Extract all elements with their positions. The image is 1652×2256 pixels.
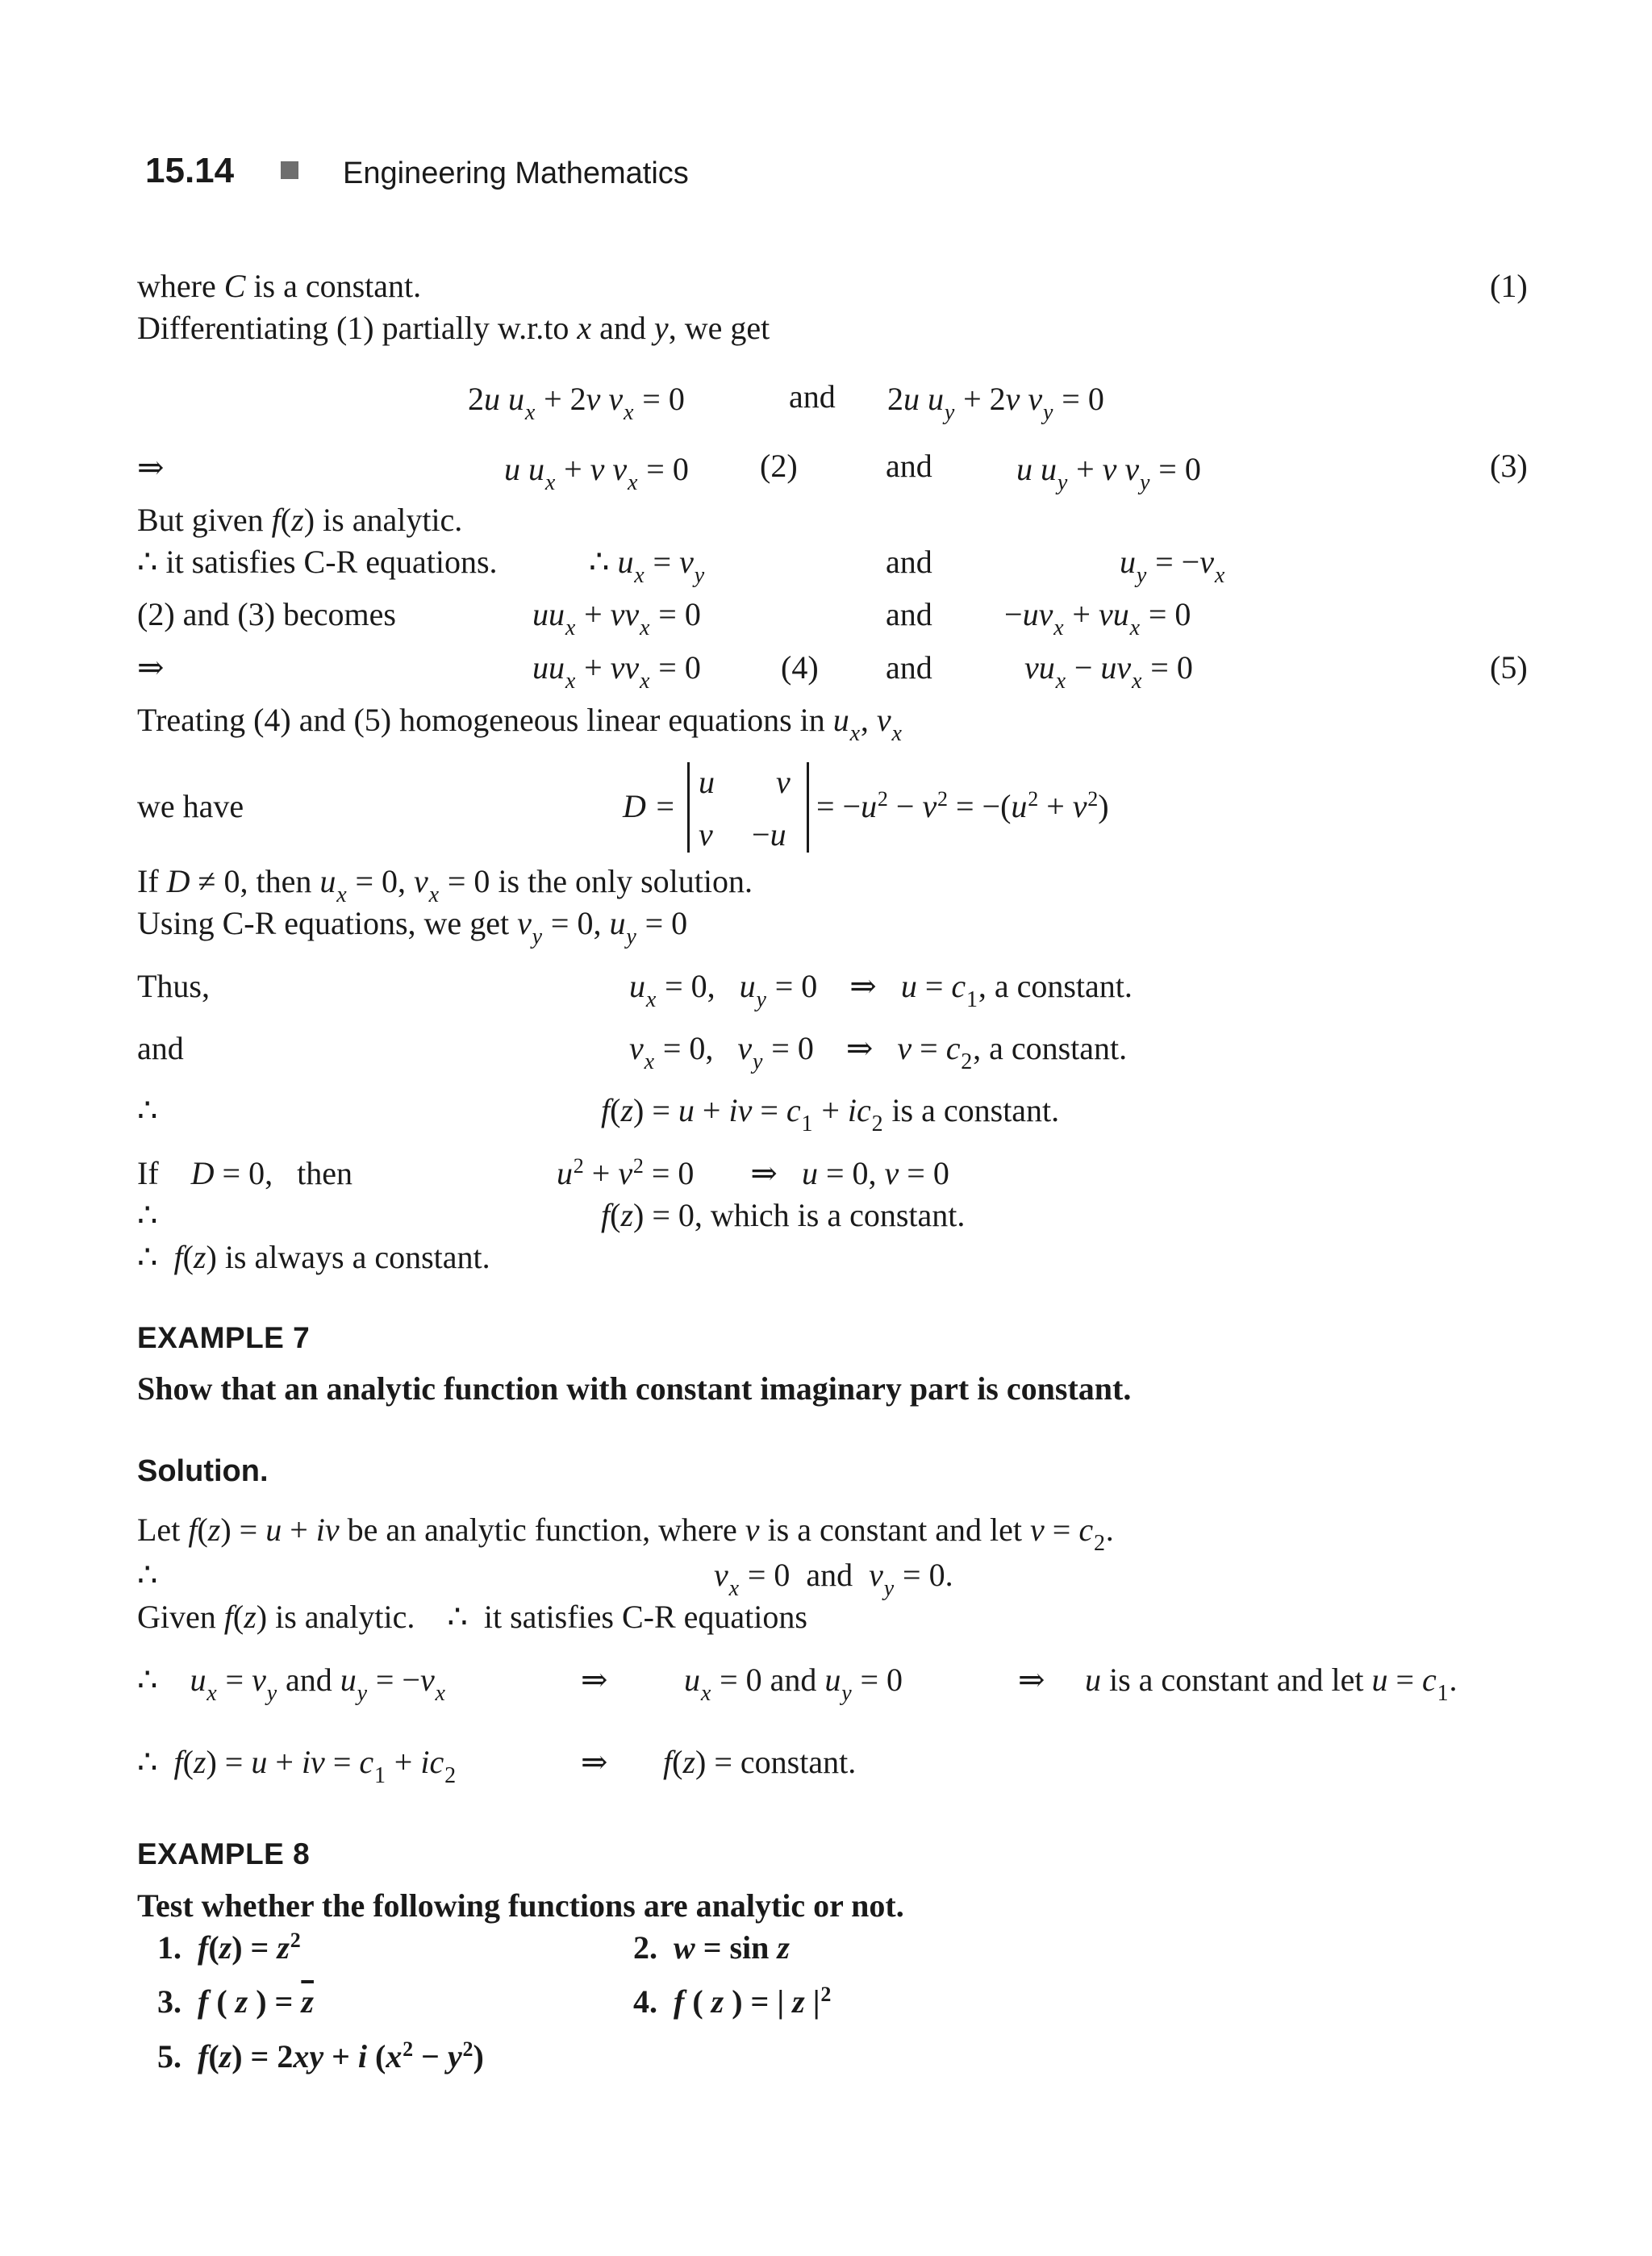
and-word: and bbox=[886, 649, 932, 686]
ex7-final-fz: ∴ f(z) = u + iv = $c_1 + ic_2$ bbox=[137, 1744, 457, 1788]
eq-4: $uu_x + vv_x = 0$ bbox=[532, 649, 701, 694]
det-a12: v bbox=[776, 764, 791, 800]
ex7-cr-row: ∴ $u_x = v_y$ and $u_y = -v_x$ bbox=[137, 1662, 445, 1706]
eq-2: u $u_x + v$ $v_x = 0$ bbox=[504, 451, 689, 495]
intro-line-2: Differentiating (1) partially w.r.to x and y, we get bbox=[137, 310, 770, 346]
thus-eq: $u_x = 0$, $u_y = 0$ ⇒ $u = c_1$, a constant. bbox=[629, 968, 1133, 1012]
intro-line-1: where C is a constant. bbox=[137, 268, 422, 304]
ex7-fz-constant: f(z) = constant. bbox=[663, 1744, 857, 1780]
implies-symbol: ⇒ bbox=[137, 449, 165, 486]
if-d-zero: If D = 0, then bbox=[137, 1155, 353, 1191]
using-cr: Using C-R equations, we get $v_y = 0$, $u_y = 0$ bbox=[137, 905, 688, 949]
we-have: we have bbox=[137, 788, 244, 824]
det-result: = $-u^2 - v^2 = -(u^2 + v^2)$ bbox=[816, 786, 1109, 824]
det-a21: v bbox=[699, 816, 713, 853]
d-zero-eq: $u^2 + v^2 = 0$ ⇒ u = 0, v = 0 bbox=[557, 1153, 949, 1191]
det-a11: u bbox=[699, 764, 715, 800]
and-word: and bbox=[886, 448, 932, 484]
example-7-statement: Show that an analytic function with constant imaginary part is constant. bbox=[137, 1370, 1132, 1407]
example-8-statement: Test whether the following functions are analytic or not. bbox=[137, 1887, 904, 1924]
eq-becomes-2: $-uv_x + vu_x = 0$ bbox=[1004, 596, 1191, 640]
and-text: and bbox=[137, 1030, 184, 1066]
page-number: 15.14 bbox=[145, 151, 235, 190]
therefore-symbol: ∴ bbox=[137, 1092, 158, 1128]
eq-label-1: (1) bbox=[1490, 268, 1528, 304]
det-a22: −u bbox=[752, 816, 786, 853]
ex7-u-constant: u is a constant and let $u = c_1$. bbox=[1085, 1662, 1458, 1706]
and-word: and bbox=[789, 378, 836, 415]
ex8-item-4: 4. f ( z ) = | z $|^2$ bbox=[633, 1982, 832, 2020]
eq-becomes-1: $uu_x + vv_x = 0$ bbox=[532, 596, 701, 640]
becomes-text: (2) and (3) becomes bbox=[137, 596, 396, 632]
example-7-heading: EXAMPLE 7 bbox=[137, 1321, 311, 1354]
implies-symbol: ⇒ bbox=[581, 1662, 608, 1698]
solution-heading: Solution. bbox=[137, 1454, 269, 1488]
ex7-ux-uy: $u_x = 0$ and $u_y = 0$ bbox=[684, 1662, 903, 1706]
thus-text: Thus, bbox=[137, 968, 210, 1004]
det-d-label: D = bbox=[623, 788, 676, 824]
eq-label-4: (4) bbox=[781, 649, 819, 686]
ex7-vx-vy: $v_x = 0$ and $v_y = 0$. bbox=[714, 1557, 953, 1601]
and-word: and bbox=[886, 544, 932, 580]
implies-symbol: ⇒ bbox=[137, 649, 165, 686]
eq-label-2: (2) bbox=[760, 448, 798, 484]
and-word: and bbox=[886, 596, 932, 632]
eq-label-5: (5) bbox=[1490, 649, 1528, 686]
ex7-line-1: Let f(z) = u + iv be an analytic function, where v is a constant and let $v = c_2$. bbox=[137, 1512, 1114, 1556]
treating-text: Treating (4) and (5) homogeneous linear equations in $u_x$, $v_x$ bbox=[137, 702, 902, 746]
cr-eq-1: ∴ $u_x = v_y$ bbox=[589, 544, 705, 588]
ex8-item-5: 5. f(z) = 2xy + i $(x^2 - y^2)$ bbox=[157, 2037, 484, 2075]
running-title: Engineering Mathematics bbox=[343, 156, 689, 190]
header-square-icon bbox=[281, 161, 298, 179]
fz-zero-eq: f(z) = 0, which is a constant. bbox=[601, 1197, 966, 1233]
satisfies-cr: ∴ it satisfies C-R equations. bbox=[137, 544, 498, 580]
implies-symbol: ⇒ bbox=[1018, 1662, 1045, 1698]
implies-symbol: ⇒ bbox=[581, 1744, 608, 1780]
therefore-symbol: ∴ bbox=[137, 1197, 158, 1233]
ex8-item-2: 2. w = sin z bbox=[633, 1929, 790, 1966]
therefore-symbol: ∴ bbox=[137, 1557, 158, 1593]
ex8-item-1: 1. $f(z) = z^2$ bbox=[157, 1928, 301, 1966]
given-analytic: But given f(z) is analytic. bbox=[137, 502, 463, 538]
and-eq: $v_x = 0$, $v_y = 0$ ⇒ $v = c_2$, a constant. bbox=[629, 1030, 1128, 1074]
eq-3: u $u_y + v$ $v_y = 0$ bbox=[1016, 451, 1201, 495]
eq-diff-x: 2u $u_x + 2v$ $v_x = 0$ bbox=[468, 381, 685, 425]
if-d-nonzero: If D ≠ 0, then $u_x = 0$, $v_x = 0$ is the only solution. bbox=[137, 863, 753, 907]
always-constant: ∴ f(z) is always a constant. bbox=[137, 1239, 490, 1275]
eq-diff-y: 2u $u_y + 2v$ $v_y = 0$ bbox=[887, 381, 1104, 425]
det-right-bar bbox=[807, 762, 809, 853]
ex7-given: Given f(z) is analytic. ∴ it satisfies C-R equations bbox=[137, 1599, 807, 1635]
fz-constant-eq: f(z) = u + iv = $c_1 + ic_2$ is a constant. bbox=[601, 1092, 1060, 1136]
eq-label-3: (3) bbox=[1490, 448, 1528, 484]
cr-eq-2: $u_y = -v_x$ bbox=[1120, 544, 1225, 588]
example-8-heading: EXAMPLE 8 bbox=[137, 1837, 311, 1870]
eq-5: $vu_x - uv_x = 0$ bbox=[1024, 649, 1193, 694]
ex8-item-3: 3. f ( z ) = $\overline{z}$ bbox=[157, 1983, 314, 2020]
det-left-bar bbox=[687, 762, 690, 853]
